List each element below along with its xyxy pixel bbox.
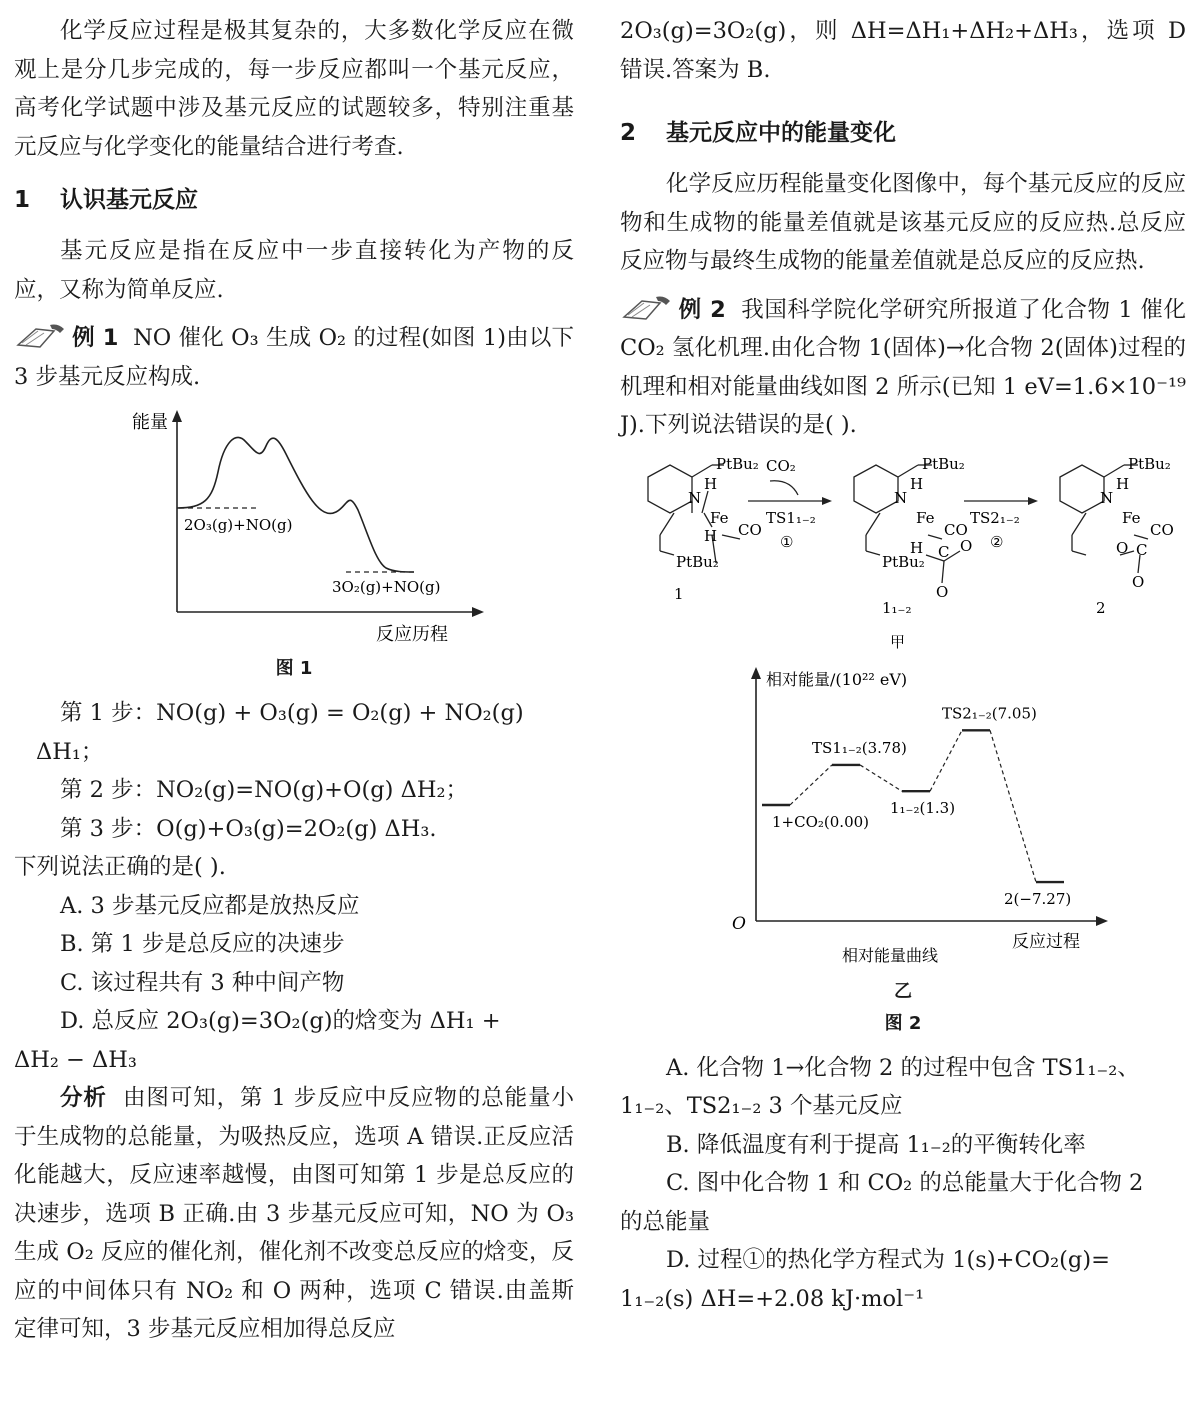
step-1: 第 1 步：NO(g) + O₃(g) = O₂(g) + NO₂(g) [60,700,524,726]
ts2-label: TS2₁₋₂ [970,508,1020,527]
option-2b: B. 降低温度有利于提高 1₁₋₂的平衡转化率 [666,1131,1086,1158]
options-2-block [620,1049,1186,1319]
x-axis-arrow [1096,916,1108,926]
mechanism-diagram [620,455,1186,655]
y-axis-label: 相对能量/(10²² eV) [766,669,908,689]
connector-2 [860,764,902,790]
connector-1 [790,764,832,804]
step-1-dh: ΔH₁； [36,738,104,765]
reactants-label: 2O₃(g)+NO(g) [184,516,293,534]
compound-1-label: 1 [674,584,684,603]
option-2c: C. 图中化合物 1 和 CO₂ 的总能量大于化合物 2 [666,1170,1144,1196]
energy-profile-chart [620,659,1186,979]
co2-label: CO₂ [766,456,796,475]
analysis-label: 分析 [60,1085,107,1111]
y-axis-arrow [172,410,182,422]
o-label: O [1132,572,1145,591]
ts1-label: TS1₁₋₂ [766,508,816,527]
co2-curved-arrow [770,480,798,494]
step-1-marker: ① [780,532,794,551]
compound-12-label: 1₁₋₂ [882,598,912,617]
h-label: H [1116,474,1130,493]
co-label: CO [944,520,968,539]
analysis-text: 由图可知，第 1 步反应中反应物的总能量小于生成物的总能量，为吸热反应，选项 A 错误.正反应活化能越大，反应速率越慢，由图可知第 1 步是总反应的决速步，选项 B 正确.由 3 步基元反应可知，NO 为 O₃ 生成 O₂ 反应的催化剂，催化剂不改变总反应的焓变，反应的中间体只有 NO₂ 和 O 两种，选项 C 错误.由盖斯定律可知，3 步基元反应相加得总反应 [14,1085,574,1342]
example-pen-icon [620,293,678,323]
figure-2 [620,659,1186,979]
energy-level-label-4: 2(−7.27) [1004,889,1072,908]
energy-level-label-1: TS1₁₋₂(3.78) [812,738,907,757]
mechanism-figure [620,455,1186,655]
o-label: O [936,582,949,601]
example-1-text: NO 催化 O₃ 生成 O₂ 的过程(如图 1)由以下 3 步基元反应构成. [14,325,574,390]
option-1b: B. 第 1 步是总反应的决速步 [60,931,345,957]
ptbu2-label: PtBu₂ [882,552,925,571]
ptbu2-label: PtBu₂ [1128,454,1171,473]
ptbu2-label: PtBu₂ [716,454,759,473]
example-2 [620,291,1186,445]
figure-2-caption: 图 2 [884,1012,922,1034]
h-label: H [704,474,718,493]
option-2a: A. 化合物 1→化合物 2 的过程中包含 TS1₁₋₂、 [666,1054,1140,1081]
section-title: 认识基元反应 [60,187,198,213]
option-2d-cont: 1₁₋₂(s) ΔH=+2.08 kJ·mol⁻¹ [620,1285,925,1312]
example-2-label: 例 2 [678,296,726,323]
fe-label: Fe [710,508,729,527]
figure-1-caption: 图 1 [275,658,313,679]
chart-title: 相对能量曲线 [842,945,939,965]
energy-diagram-1 [14,402,574,652]
energy-level-label-0: 1+CO₂(0.00) [772,812,870,831]
option-1a: A. 3 步基元反应都是放热反应 [60,892,360,919]
x-axis-label: 反应过程 [1012,931,1080,952]
pyridine-ring-2 [1060,465,1104,513]
right-column [620,0,1186,1318]
fe-label: Fe [1122,508,1141,527]
x-axis-arrow [472,607,484,617]
compound-2-label: 2 [1096,598,1106,617]
co-label: CO [1150,520,1174,539]
h-label: H [910,474,924,493]
option-2a-cont: 1₁₋₂、TS2₁₋₂ 3 个基元反应 [620,1093,903,1119]
connector-4 [990,730,1036,882]
section-1-heading [14,180,574,220]
h-label: H [910,538,924,557]
pyridine-ring-1 [648,465,692,513]
energy-level-label-3: TS2₁₋₂(7.05) [942,703,1037,722]
pyridine-ring-12 [854,465,898,513]
section-title: 基元反应中的能量变化 [666,120,896,146]
left-column [14,0,574,1349]
fe-label: Fe [916,508,935,527]
reaction-curve [177,437,414,572]
y-axis-label: 能量 [132,412,168,433]
origin-label: O [732,913,746,934]
option-2c-cont: 的总能量 [620,1208,711,1235]
co-label: CO [738,520,762,539]
section-number: 2 [620,120,637,146]
o-label: O [1116,538,1129,557]
step-3: 第 3 步：O(g)+O₃(g)=2O₂(g) ΔH₃. [60,815,437,842]
steps-block [14,694,574,1349]
section-number: 1 [14,187,31,213]
intro-paragraph: 化学反应过程是极其复杂的，大多数化学反应在微观上是分几步完成的，每一步反应都叫一个基元反应，高考化学试题中涉及基元反应的试题较多，特别注重基元反应与化学变化的能量结合进行考查. [14,18,574,160]
step-2: 第 2 步：NO₂(g)=NO(g)+O(g) ΔH₂； [60,777,468,803]
y-axis-arrow [751,667,761,679]
example-pen-icon [14,321,72,351]
c-label: C [938,542,950,561]
c-label: C [1136,540,1148,559]
definition-paragraph: 基元反应是指在反应中一步直接转化为产物的反应，又称为简单反应. [14,238,574,303]
ptbu2-label: PtBu₂ [922,454,965,473]
connector-3 [930,730,962,791]
h-label: H [704,526,718,545]
figure-1 [14,402,574,652]
option-1d-cont: ΔH₂ − ΔH₃ [14,1046,137,1073]
energy-level-label-2: 1₁₋₂(1.3) [890,798,956,817]
analysis-paragraph [14,1079,574,1349]
figure-2-sub: 乙 [894,980,912,1002]
option-2d: D. 过程①的热化学方程式为 1(s)+CO₂(g)= [666,1247,1110,1273]
example-1-label: 例 1 [72,325,119,351]
example-1 [14,319,574,396]
continued-paragraph: 2O₃(g)=3O₂(g)，则 ΔH=ΔH₁+ΔH₂+ΔH₃，选项 D 错误.答案为 B. [620,18,1186,83]
step-2-marker: ② [990,532,1004,551]
products-label: 3O₂(g)+NO(g) [332,578,441,596]
energy-paragraph: 化学反应历程能量变化图像中，每个基元反应的反应物和生成物的能量差值就是该基元反应的反应热.总反应反应物与最终生成物的能量差值就是总反应的反应热. [620,171,1186,274]
n-label: N [688,488,702,507]
o-label: O [960,536,973,555]
option-1c: C. 该过程共有 3 种中间产物 [60,969,345,996]
figure-jia-label: 甲 [890,632,906,651]
example-2-text: 我国科学院化学研究所报道了化合物 1 催化 CO₂ 氢化机理.由化合物 1(固体)→化合物 2(固体)过程的机理和相对能量曲线如图 2 所示(已知 1 eV=1.6×10⁻¹⁹ J).下列说法错误的是( ). [620,296,1186,438]
ptbu2-label: PtBu₂ [676,552,719,571]
x-axis-label: 反应历程 [376,624,448,645]
n-label: N [894,488,908,507]
question-1: 下列说法正确的是( ). [14,854,226,880]
n-label: N [1100,488,1114,507]
section-2-heading [620,113,1186,153]
option-1d: D. 总反应 2O₃(g)=3O₂(g)的焓变为 ΔH₁ + [60,1008,501,1034]
